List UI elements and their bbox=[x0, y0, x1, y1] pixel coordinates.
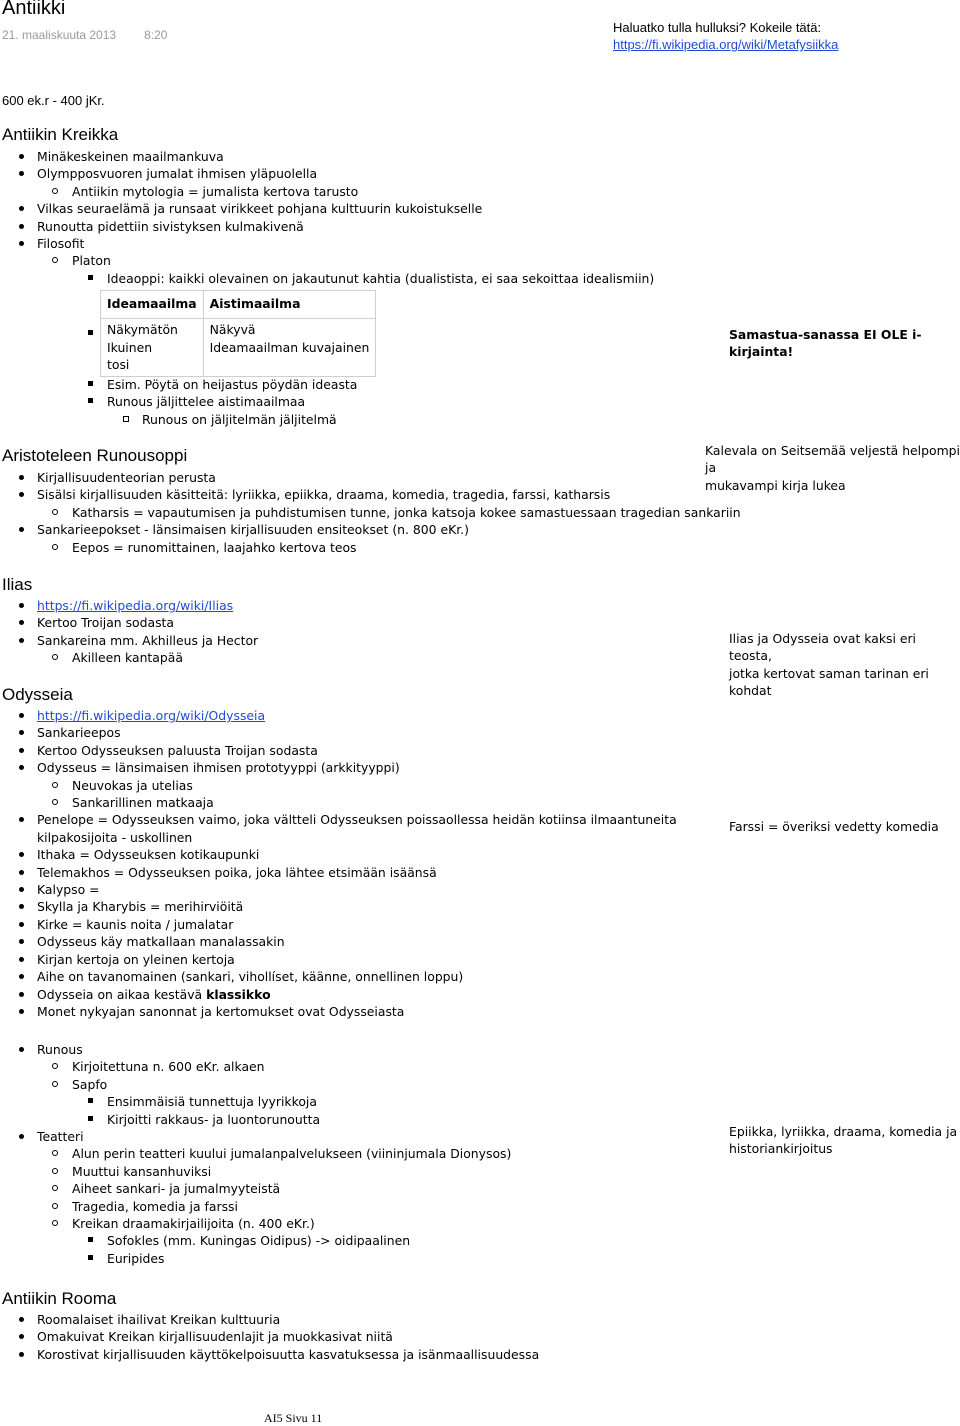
list-item: Tragedia, komedia ja farssi bbox=[0, 1198, 511, 1215]
metafysiikka-link[interactable]: https://fi.wikipedia.org/wiki/Metafysiikka bbox=[613, 37, 839, 52]
list-item: Skylla ja Kharybis = merihirviöitä bbox=[0, 898, 677, 915]
table-cell-line: Näkyvä bbox=[209, 322, 256, 338]
side-note-line: Ilias ja Odysseia ovat kaksi eri teosta, bbox=[729, 631, 916, 664]
list-item: Kreikan draamakirjailijoita (n. 400 eKr.) bbox=[0, 1215, 511, 1232]
table-header: Aistimaailma bbox=[203, 291, 376, 319]
list-item: Odysseus käy matkallaan manalassakin bbox=[0, 933, 677, 950]
list-item: Teatteri bbox=[0, 1128, 511, 1145]
list-item: Katharsis = vapautumisen ja puhdistumisen tunne, jonka katsoja kokee samastuessaan tragedian sankariin bbox=[0, 504, 741, 521]
side-note-line: historiankirjoitus bbox=[729, 1141, 833, 1157]
list-item: Neuvokas ja utelias bbox=[0, 777, 677, 794]
list-item: Kirjan kertoja on yleinen kertoja bbox=[0, 951, 677, 968]
ilias-list bbox=[0, 597, 258, 667]
table-cell-line: Ikuinen bbox=[107, 339, 153, 355]
list-item: Kirjoitti rakkaus- ja luontorunoutta bbox=[0, 1111, 511, 1128]
table-cell-line: Ideamaailman kuvajainen bbox=[209, 339, 370, 355]
list-item: Sankarillinen matkaaja bbox=[0, 794, 677, 811]
list-item-line: kilpakosijoita - uskollinen bbox=[37, 829, 193, 845]
list-item: Olympposvuoren jumalat ihmisen yläpuolella bbox=[0, 165, 654, 182]
side-note-line: mukavampi kirja lukea bbox=[705, 477, 846, 493]
list-item: Ideaoppi: kaikki olevainen on jakautunut kahtia (dualistista, ei saa sekoittaa idealismiin) bbox=[0, 270, 654, 287]
page-footer: AI5 Sivu 11 bbox=[264, 1411, 323, 1425]
table-cell bbox=[101, 319, 204, 376]
list-item bbox=[0, 707, 677, 724]
side-note-kalevala bbox=[705, 442, 960, 494]
list-item-text: Odysseia on aikaa kestävä bbox=[37, 986, 207, 1002]
list-item: Runoutta pidettiin sivistyksen kulmakivenä bbox=[0, 218, 654, 235]
kreikka-list bbox=[0, 148, 654, 287]
list-item bbox=[0, 597, 258, 614]
list-item: Kirjoitettuna n. 600 eKr. alkaen bbox=[0, 1058, 511, 1075]
list-item: Korostivat kirjallisuuden käyttökelpoisuutta kasvatuksessa ja isänmaallisuudessa bbox=[0, 1346, 539, 1363]
side-note-epiikka bbox=[729, 1123, 957, 1158]
list-item: Esim. Pöytä on heijastus pöydän ideasta bbox=[0, 376, 357, 393]
side-note-line: jotka kertovat saman tarinan eri kohdat bbox=[729, 665, 929, 699]
list-item: Omakuivat Kreikan kirjallisuudenlajit ja muokkasivat niitä bbox=[0, 1328, 539, 1345]
table-cell-line: Näkymätön bbox=[107, 322, 178, 338]
list-item: Antiikin mytologia = jumalista kertova tarusto bbox=[0, 183, 654, 200]
ideaoppi-table bbox=[100, 290, 376, 377]
list-item: Runous jäljittelee aistimaailmaa bbox=[0, 393, 357, 410]
list-item: Sankarieepos bbox=[0, 724, 677, 741]
list-item: Monet nykyajan sanonnat ja kertomukset ovat Odysseiasta bbox=[0, 1003, 677, 1020]
list-item: Sankarieepokset - länsimaisen kirjallisuuden ensiteokset (n. 800 eKr.) bbox=[0, 521, 741, 538]
heading-aristoteleen-runousoppi: Aristoteleen Runousoppi bbox=[2, 446, 188, 465]
page-timestamp bbox=[2, 28, 167, 42]
klassikko-bold: klassikko bbox=[206, 986, 271, 1002]
table-header: Ideamaailma bbox=[101, 291, 204, 319]
list-item bbox=[0, 986, 677, 1003]
side-note-farssi: Farssi = överiksi vedetty komedia bbox=[729, 819, 939, 834]
side-note-line: Kalevala on Seitsemää veljestä helpompi ja bbox=[705, 443, 960, 476]
ilias-link[interactable]: https://fi.wikipedia.org/wiki/Ilias bbox=[37, 598, 234, 613]
metafysiikka-note bbox=[613, 19, 838, 53]
list-item: Ithaka = Odysseuksen kotikaupunki bbox=[0, 846, 677, 863]
table-bullet-icon bbox=[88, 330, 93, 335]
side-note-ilias-odysseia bbox=[729, 630, 960, 700]
heading-ilias: Ilias bbox=[2, 575, 33, 594]
list-item: Kertoo Troijan sodasta bbox=[0, 614, 258, 631]
era-label: 600 ek.r - 400 jKr. bbox=[2, 93, 105, 108]
heading-odysseia: Odysseia bbox=[2, 685, 73, 704]
page-title: Antiikki bbox=[2, 0, 66, 19]
page-date: 21. maaliskuuta 2013 bbox=[2, 28, 117, 42]
list-item-line: Penelope = Odysseuksen vaimo, joka vältteli Odysseuksen poissaollessa heidän kotiinsa ilmaantuneita bbox=[37, 812, 677, 828]
table-cell-line: tosi bbox=[107, 357, 130, 373]
odysseia-link[interactable]: https://fi.wikipedia.org/wiki/Odysseia bbox=[37, 708, 266, 723]
list-item: Akilleen kantapää bbox=[0, 649, 258, 666]
runous-list bbox=[0, 1041, 511, 1267]
list-item: Sisälsi kirjallisuuden käsitteitä: lyriikka, epiikka, draama, komedia, tragedia, farssi, katharsis bbox=[0, 486, 741, 503]
side-note-line: Epiikka, lyriikka, draama, komedia ja bbox=[729, 1124, 958, 1139]
platon-list bbox=[0, 376, 357, 428]
list-item: Odysseus = länsimaisen ihmisen prototyyppi (arkkityyppi) bbox=[0, 759, 677, 776]
list-item: Ensimmäisiä tunnettuja lyyrikkoja bbox=[0, 1093, 511, 1110]
odysseia-list bbox=[0, 707, 677, 1020]
list-item: Minäkeskeinen maailmankuva bbox=[0, 148, 654, 165]
list-item: Vilkas seuraelämä ja runsaat virikkeet pohjana kulttuurin kukoistukselle bbox=[0, 200, 654, 217]
list-item: Filosofit bbox=[0, 235, 654, 252]
list-item: Telemakhos = Odysseuksen poika, joka lähtee etsimään isäänsä bbox=[0, 864, 677, 881]
metafysiikka-note-text: Haluatko tulla hulluksi? Kokeile tätä: bbox=[613, 20, 822, 35]
list-item: Kirjallisuudenteorian perusta bbox=[0, 469, 741, 486]
list-item: Kalypso = bbox=[0, 881, 677, 898]
list-item: Kertoo Odysseuksen paluusta Troijan sodasta bbox=[0, 742, 677, 759]
list-item: Sankareina mm. Akhilleus ja Hector bbox=[0, 632, 258, 649]
list-item: Roomalaiset ihailivat Kreikan kulttuuria bbox=[0, 1311, 539, 1328]
aristoteles-list bbox=[0, 469, 741, 556]
list-item: Muuttui kansanhuviksi bbox=[0, 1163, 511, 1180]
list-item: Runous bbox=[0, 1041, 511, 1058]
list-item: Aiheet sankari- ja jumalmyyteistä bbox=[0, 1180, 511, 1197]
rooma-list bbox=[0, 1311, 539, 1363]
list-item: Kirke = kaunis noita / jumalatar bbox=[0, 916, 677, 933]
list-item: Sapfo bbox=[0, 1076, 511, 1093]
heading-antiikin-rooma: Antiikin Rooma bbox=[2, 1289, 117, 1308]
list-item: Eepos = runomittainen, laajahko kertova teos bbox=[0, 539, 741, 556]
list-item: Platon bbox=[0, 252, 654, 269]
page-time: 8:20 bbox=[144, 28, 168, 42]
list-item: Sofokles (mm. Kuningas Oidipus) -> oidipaalinen bbox=[0, 1232, 511, 1249]
table-cell bbox=[203, 319, 376, 376]
list-item bbox=[0, 811, 677, 846]
heading-antiikin-kreikka: Antiikin Kreikka bbox=[2, 125, 119, 144]
list-item: Runous on jäljitelmän jäljitelmä bbox=[0, 411, 357, 428]
list-item: Alun perin teatteri kuului jumalanpalvelukseen (viininjumala Dionysos) bbox=[0, 1145, 511, 1162]
list-item: Euripides bbox=[0, 1250, 511, 1267]
side-note-samastua: Samastua-sanassa EI OLE i-kirjainta! bbox=[729, 327, 922, 360]
list-item: Aihe on tavanomainen (sankari, vihollíset, käänne, onnellinen loppu) bbox=[0, 968, 677, 985]
